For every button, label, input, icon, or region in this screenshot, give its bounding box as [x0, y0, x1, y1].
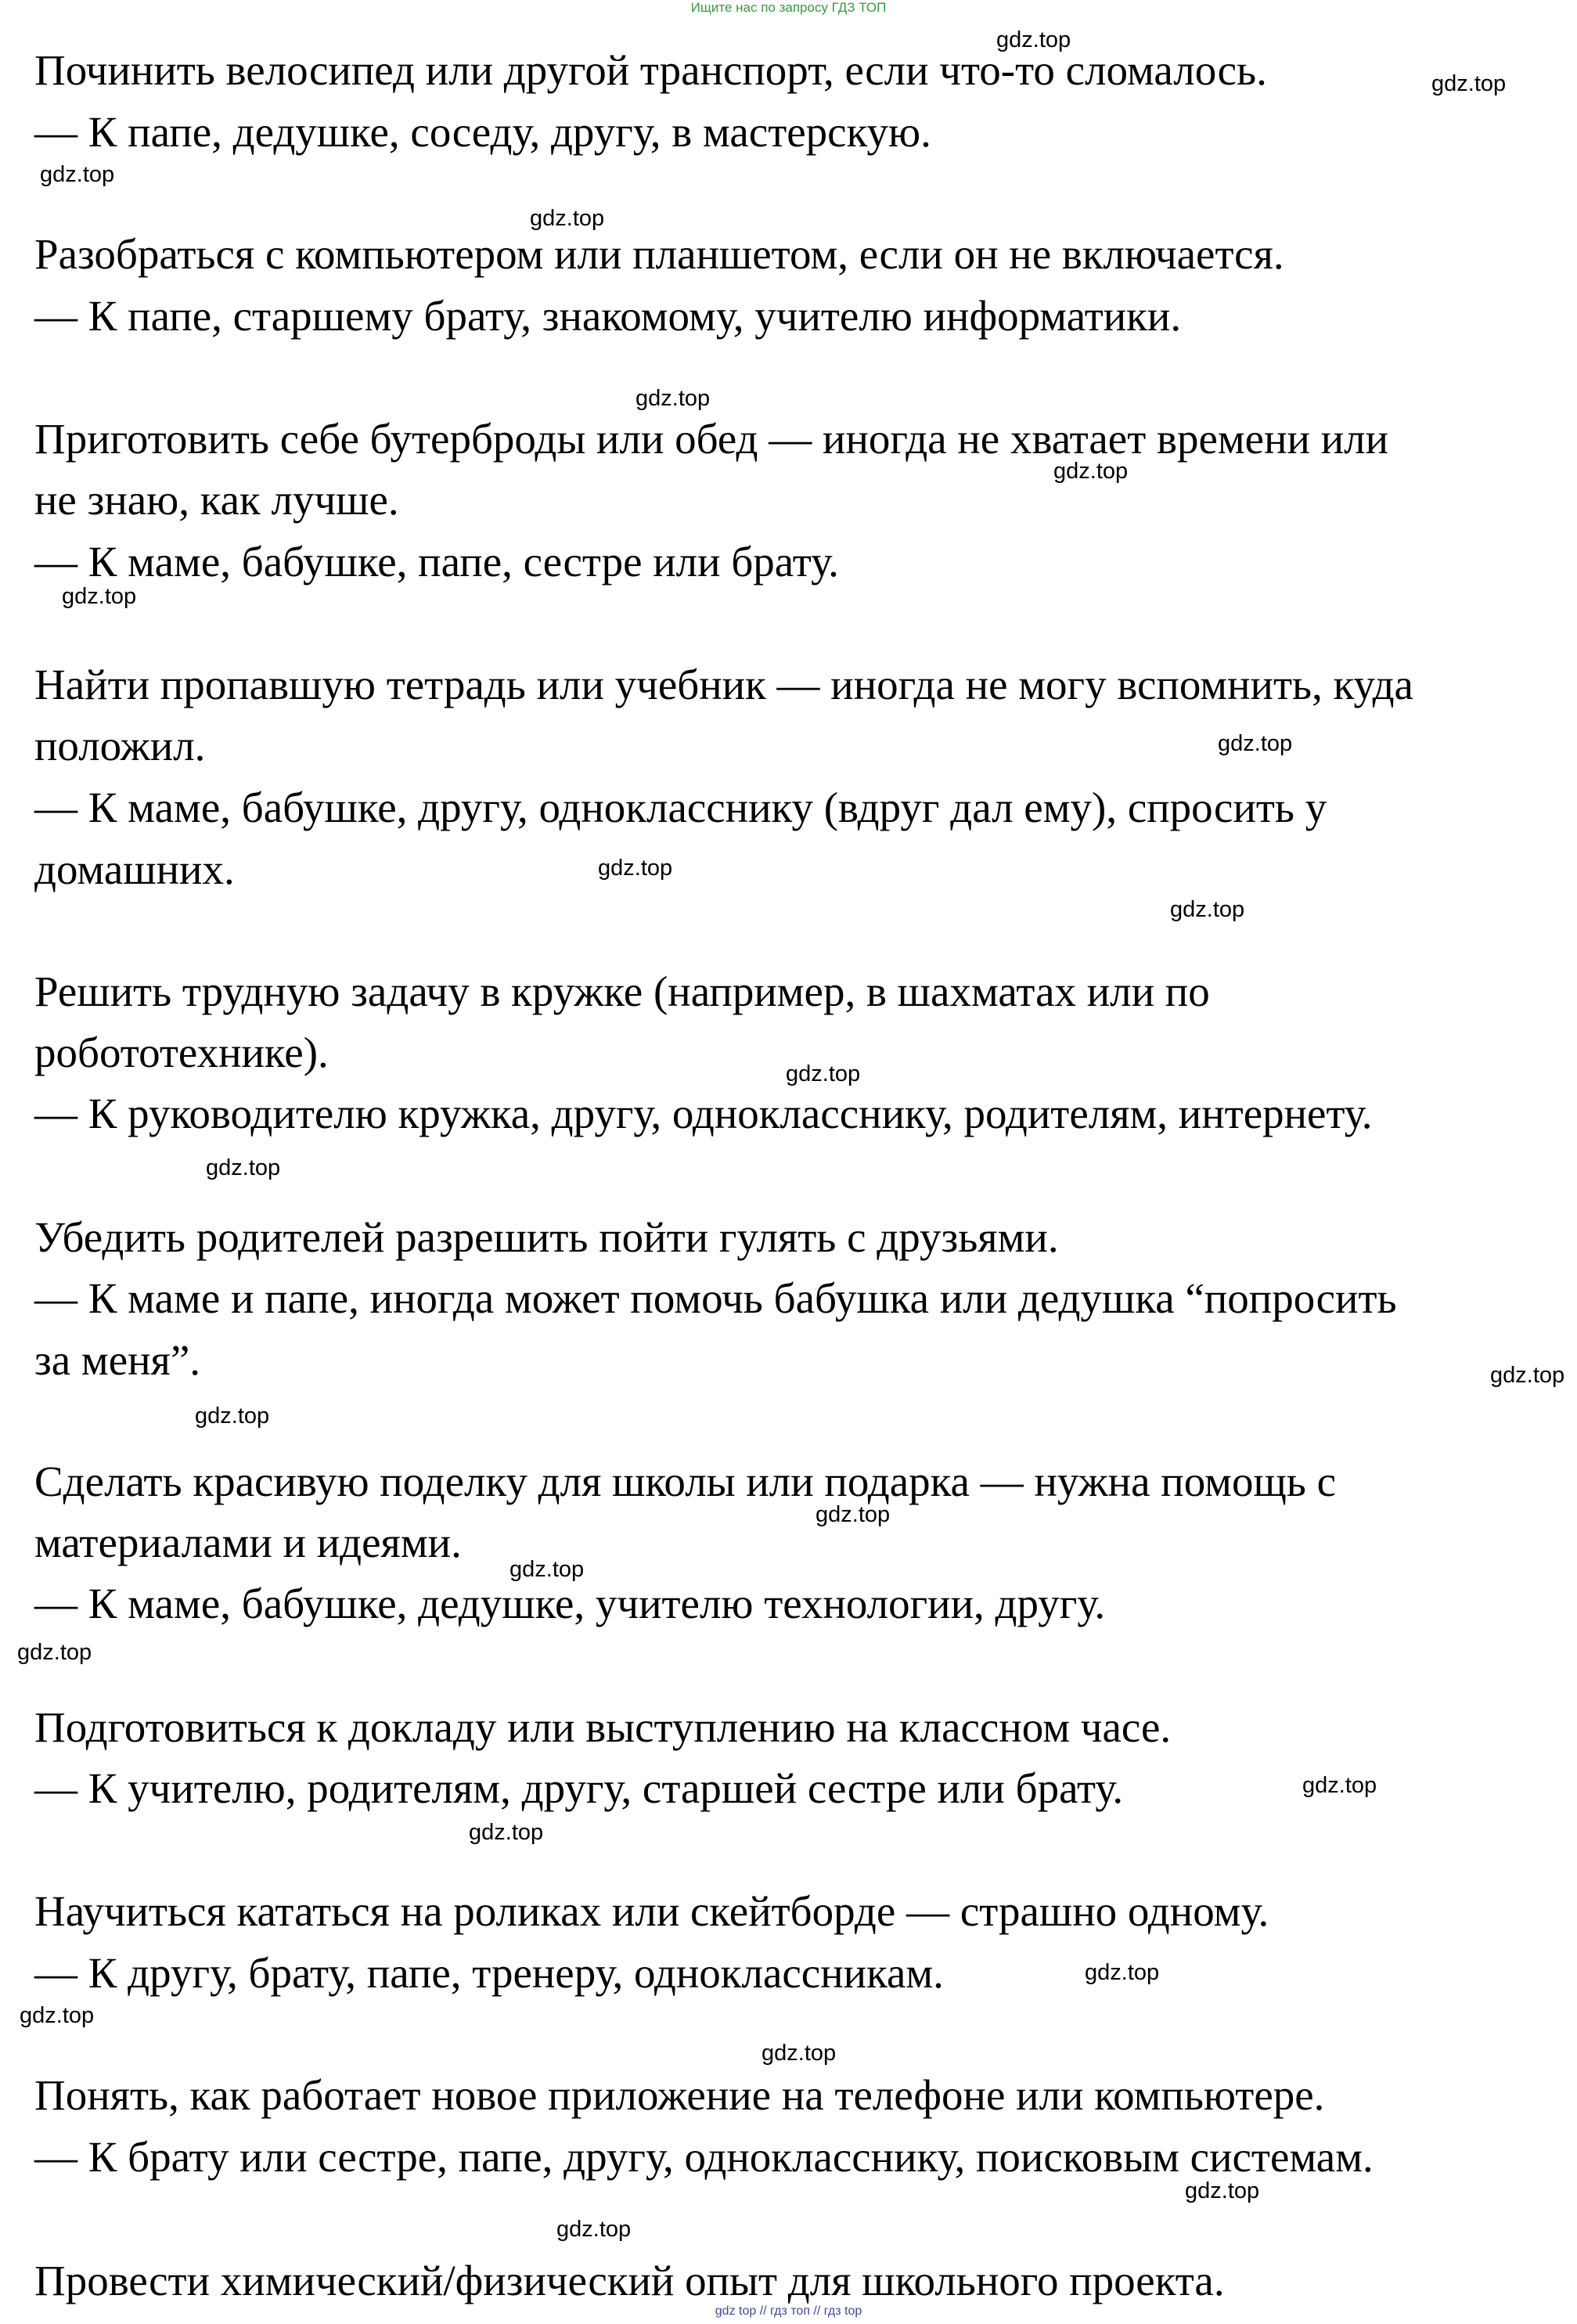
watermark: gdz.top — [530, 206, 605, 231]
watermark: gdz.top — [598, 856, 673, 881]
answer-line: — К другу, брату, папе, тренеру, одноклассникам. — [34, 1949, 944, 1997]
task-line: Сделать красивую поделку для школы или подарка — нужна помощь с — [34, 1457, 1337, 1505]
answer-line: за меня”. — [34, 1336, 200, 1384]
watermark: gdz.top — [62, 584, 137, 609]
watermark: gdz.top — [509, 1557, 585, 1582]
watermark: gdz.top — [1490, 1363, 1565, 1388]
task-line: Понять, как работает новое приложение на телефоне или компьютере. — [34, 2071, 1325, 2119]
watermark: gdz.top — [786, 1061, 861, 1086]
task-line: положил. — [34, 722, 206, 769]
answer-line: — К папе, дедушке, соседу, другу, в мастерскую. — [34, 108, 931, 156]
watermark: gdz.top — [206, 1155, 281, 1180]
task-line: Разобраться с компьютером или планшетом, если он не включается. — [34, 230, 1284, 278]
answer-line: — К брату или сестре, папе, другу, однокласснику, поисковым системам. — [34, 2133, 1374, 2181]
task-line: робототехнике). — [34, 1029, 329, 1076]
answer-line: — К папе, старшему брату, знакомому, учителю информатики. — [34, 292, 1182, 340]
answer-line: — К руководителю кружка, другу, однокласснику, родителям, интернету. — [34, 1090, 1373, 1137]
watermark: gdz.top — [1218, 731, 1293, 756]
watermark: gdz.top — [1170, 897, 1245, 922]
task-line: Починить велосипед или другой транспорт, если что-то сломалось. — [34, 46, 1267, 94]
watermark: gdz.top — [996, 27, 1071, 52]
watermark: gdz.top — [1053, 459, 1129, 484]
task-line: Решить трудную задачу в кружке (например, в шахматах или по — [34, 967, 1210, 1015]
task-line: Найти пропавшую тетрадь или учебник — иногда не могу вспомнить, куда — [34, 661, 1413, 708]
watermark: gdz.top — [635, 386, 711, 411]
watermark: gdz.top — [1085, 1960, 1160, 1985]
answer-line: — К маме, бабушке, дедушке, учителю технологии, другу. — [34, 1580, 1106, 1627]
watermark: gdz.top — [1302, 1773, 1377, 1798]
task-line: Провести химический/физический опыт для школьного проекта. — [34, 2257, 1225, 2304]
watermark: gdz.top — [195, 1403, 270, 1429]
watermark: gdz.top — [469, 1820, 544, 1845]
watermark: gdz.top — [1431, 71, 1507, 96]
task-line: не знаю, как лучше. — [34, 476, 399, 524]
watermark: gdz.top — [761, 2041, 837, 2066]
answer-line: — К маме, бабушке, другу, однокласснику (вдруг дал ему), спросить у — [34, 784, 1327, 831]
footer-banner: gdz top // гдз топ // гдз top — [715, 2304, 862, 2318]
task-line: Приготовить себе бутерброды или обед — иногда не хватает времени или — [34, 415, 1389, 463]
task-line: Убедить родителей разрешить пойти гулять с друзьями. — [34, 1213, 1059, 1261]
watermark: gdz.top — [1185, 2178, 1260, 2203]
answer-line: — К учителю, родителям, другу, старшей сестре или брату. — [34, 1764, 1124, 1812]
header-banner: Ищите нас по запросу ГДЗ ТОП — [690, 0, 887, 15]
answer-line: — К маме, бабушке, папе, сестре или брату. — [34, 538, 839, 586]
answer-line: домашних. — [34, 845, 235, 893]
task-line: материалами и идеями. — [34, 1519, 462, 1566]
watermark: gdz.top — [40, 162, 115, 187]
watermark: gdz.top — [816, 1502, 891, 1527]
answer-line: — К маме и папе, иногда может помочь бабушка или дедушка “попросить — [34, 1274, 1397, 1322]
watermark: gdz.top — [556, 2217, 632, 2242]
task-line: Научиться кататься на роликах или скейтборде — страшно одному. — [34, 1887, 1269, 1935]
task-line: Подготовиться к докладу или выступлению на классном часе. — [34, 1703, 1172, 1751]
watermark: gdz.top — [20, 2003, 95, 2028]
watermark: gdz.top — [17, 1640, 92, 1665]
